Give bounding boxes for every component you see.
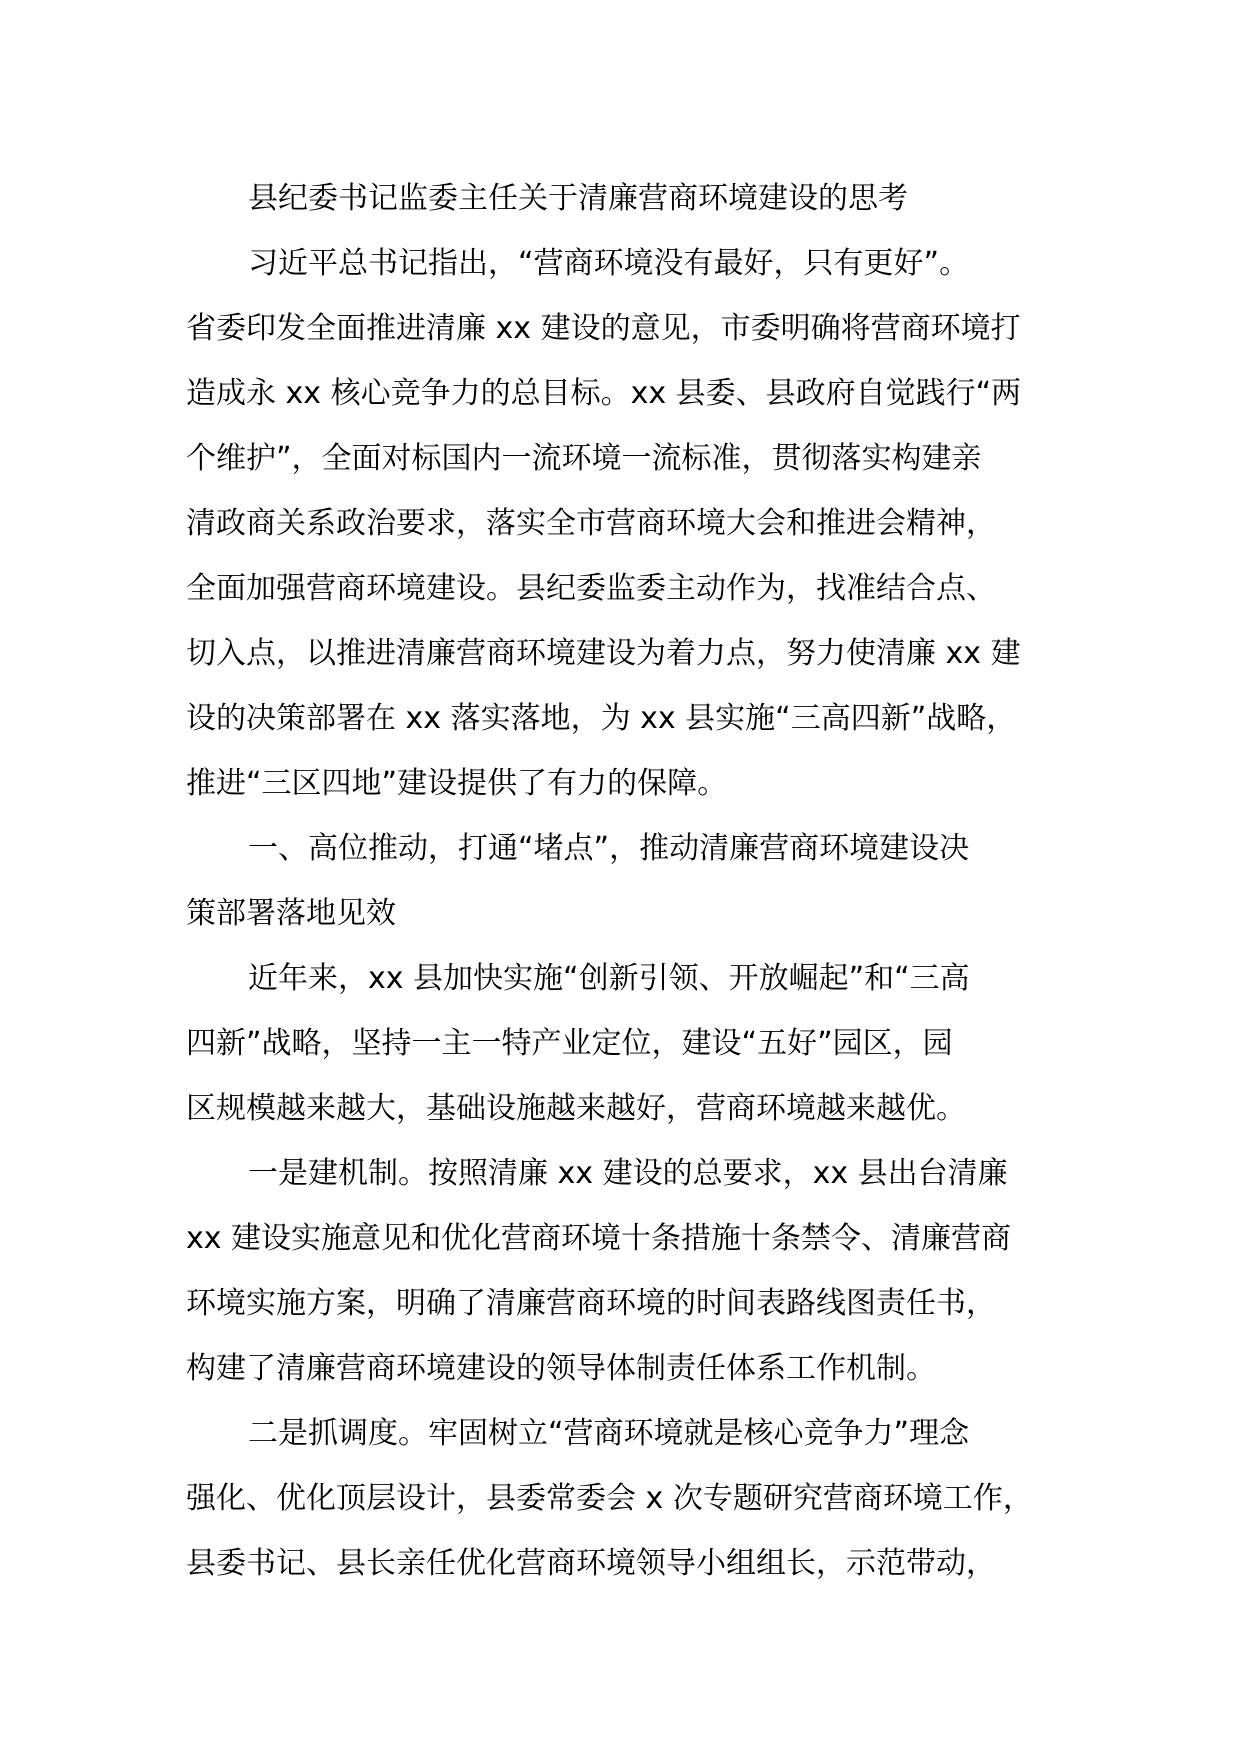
paragraph-line: 推进“三区四地”建设提供了有力的保障。 [186, 766, 728, 801]
document-title: 县纪委书记监委主任关于清廉营商环境建设的思考 [248, 181, 908, 216]
paragraph-line: 设的决策部署在 xx 落实落地，为 xx 县实施“三高四新”战略， [186, 701, 1017, 736]
paragraph [186, 231, 1086, 816]
paragraph-line: 区规模越来越大，基础设施越来越好，营商环境越来越优。 [186, 1091, 966, 1126]
paragraph-line: 清政商关系政治要求，落实全市营商环境大会和推进会精神， [186, 506, 996, 541]
paragraph-line: 一是建机制。按照清廉 xx 建设的总要求，xx 县出台清廉 [248, 1156, 1008, 1191]
paragraph-line: 构建了清廉营商环境建设的领导体制责任体系工作机制。 [186, 1351, 936, 1386]
heading-line: 一、高位推动，打通“堵点”，推动清廉营商环境建设决 [248, 831, 970, 866]
paragraph-line: xx 建设实施意见和优化营商环境十条措施十条禁令、清廉营商 [186, 1221, 1012, 1256]
document-body [186, 166, 1086, 1596]
paragraph [186, 1141, 1086, 1401]
paragraph-line: 切入点，以推进清廉营商环境建设为着力点，努力使清廉 xx 建 [186, 636, 1021, 671]
paragraph-line: 个维护”，全面对标国内一流环境一流标准，贯彻落实构建亲 [186, 441, 982, 476]
heading-line: 策部署落地见效 [186, 896, 396, 931]
paragraph-line: 全面加强营商环境建设。县纪委监委主动作为，找准结合点、 [186, 571, 996, 606]
paragraph-line: 四新”战略，坚持一主一特产业定位，建设“五好”园区，园 [186, 1026, 953, 1061]
paragraph-line: 二是抓调度。牢固树立“营商环境就是核心竞争力”理念 [248, 1416, 970, 1451]
paragraph-line: 强化、优化顶层设计，县委常委会 x 次专题研究营商环境工作， [186, 1481, 1033, 1516]
paragraph [186, 946, 1086, 1141]
paragraph-line: 造成永 xx 核心竞争力的总目标。xx 县委、县政府自觉践行“两 [186, 376, 1022, 411]
section-heading [186, 816, 1086, 946]
paragraph [186, 1401, 1086, 1596]
paragraph-line: 近年来，xx 县加快实施“创新引领、开放崛起”和“三高 [248, 961, 970, 996]
paragraph-line: 省委印发全面推进清廉 xx 建设的意见，市委明确将营商环境打 [186, 311, 1021, 346]
paragraph-line: 环境实施方案，明确了清廉营商环境的时间表路线图责任书， [186, 1286, 996, 1321]
paragraph-line: 县委书记、县长亲任优化营商环境领导小组组长，示范带动， [186, 1546, 996, 1581]
paragraph-line: 习近平总书记指出，“营商环境没有最好，只有更好”。 [248, 246, 970, 281]
